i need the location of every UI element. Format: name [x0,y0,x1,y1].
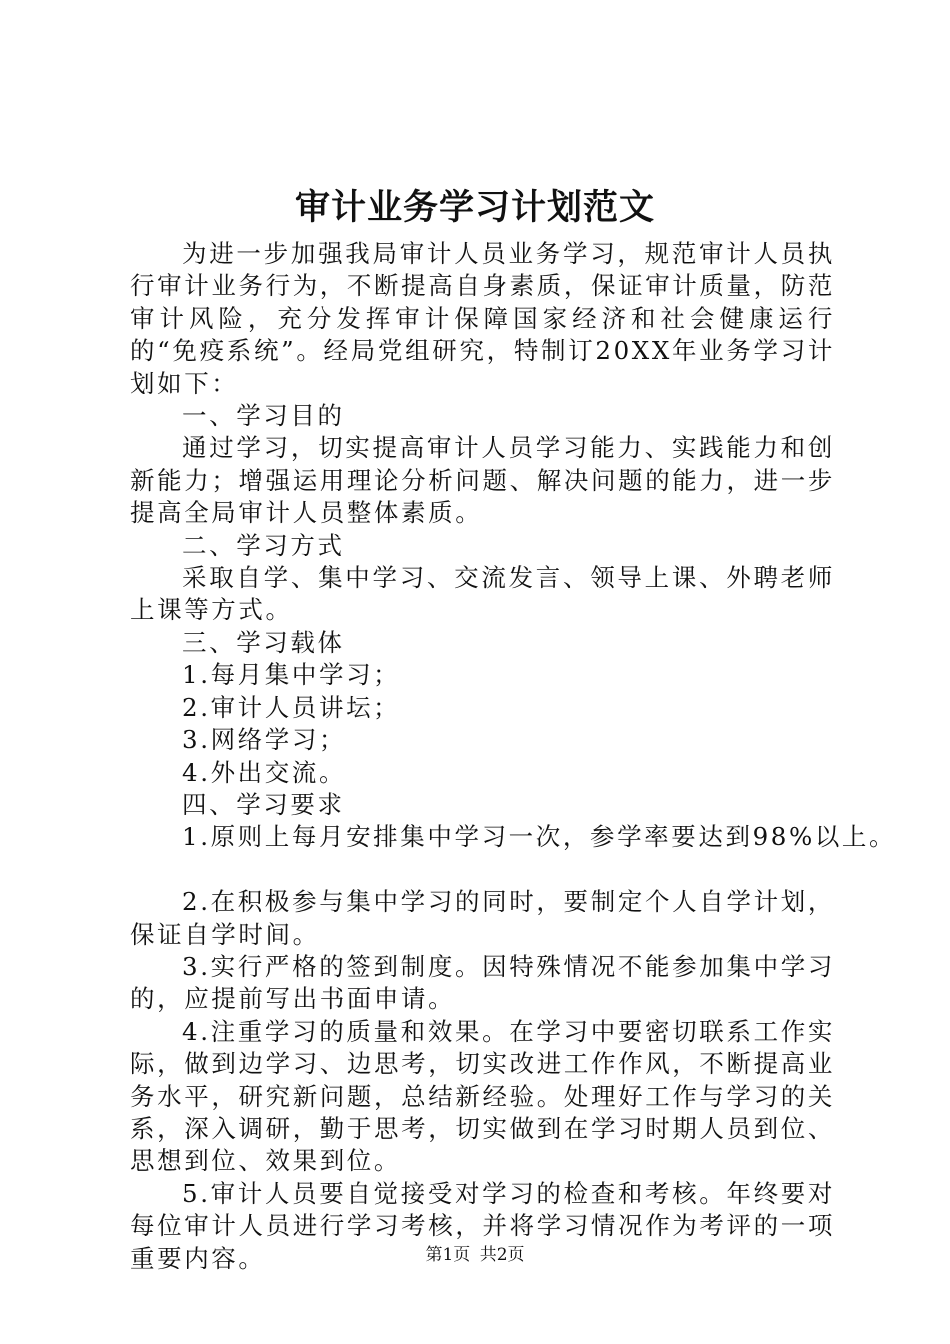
page-total: 共2页 [479,1245,525,1265]
list-item: 2.审计人员讲坛； [182,692,401,722]
requirement-item: 5.审计人员要自觉接受对学习的检查和考核。年终要对每位审计人员进行学习考核，并将学习情况作为考评的一项重要内容。 [130,1178,835,1273]
document-body [130,238,897,1275]
body-paragraph: 通过学习，切实提高审计人员学习能力、实践能力和创新能力；增强运用理论分析问题、解决问题的能力，进一步提高全局审计人员整体素质。 [130,433,835,528]
requirement-item: 2.在积极参与集中学习的同时，要制定个人自学计划，保证自学时间。 [130,887,835,949]
page-number: 第1页 [425,1245,471,1265]
requirement-item: 4.注重学习的质量和效果。在学习中要密切联系工作实际，做到边学习、边思考，切实改进工作作风，不断提高业务水平，研究新问题，总结新经验。处理好工作与学习的关系，深入调研，勤于思考，切实做到在学习时期人员到位、思想到位、效果到位。 [130,1016,835,1176]
section-heading: 四、学习要求 [182,789,345,819]
list-item: 1.每月集中学习； [182,660,401,690]
section-heading: 二、学习方式 [182,530,345,560]
intro-paragraph: 为进一步加强我局审计人员业务学习，规范审计人员执行审计业务行为，不断提高自身素质，保证审计质量，防范审计风险，充分发挥审计保障国家经济和社会健康运行的“免疫系统”。经局党组研究，特制订20XX年业务学习计划如下： [130,239,835,398]
section-heading: 一、学习目的 [182,401,345,431]
document-title: 审计业务学习计划范文 [294,187,655,228]
section-heading: 三、学习载体 [182,627,345,657]
list-item: 3.网络学习； [182,725,347,755]
requirement-item: 1.原则上每月安排集中学习一次，参学率要达到98%以上。 [182,822,897,852]
page-footer [0,1243,950,1267]
blank-line [130,854,835,886]
list-item: 4.外出交流。 [182,757,347,787]
body-paragraph: 采取自学、集中学习、交流发言、领导上课、外聘老师上课等方式。 [130,563,835,625]
requirement-item: 3.实行严格的签到制度。因特殊情况不能参加集中学习的，应提前写出书面申请。 [130,951,835,1014]
